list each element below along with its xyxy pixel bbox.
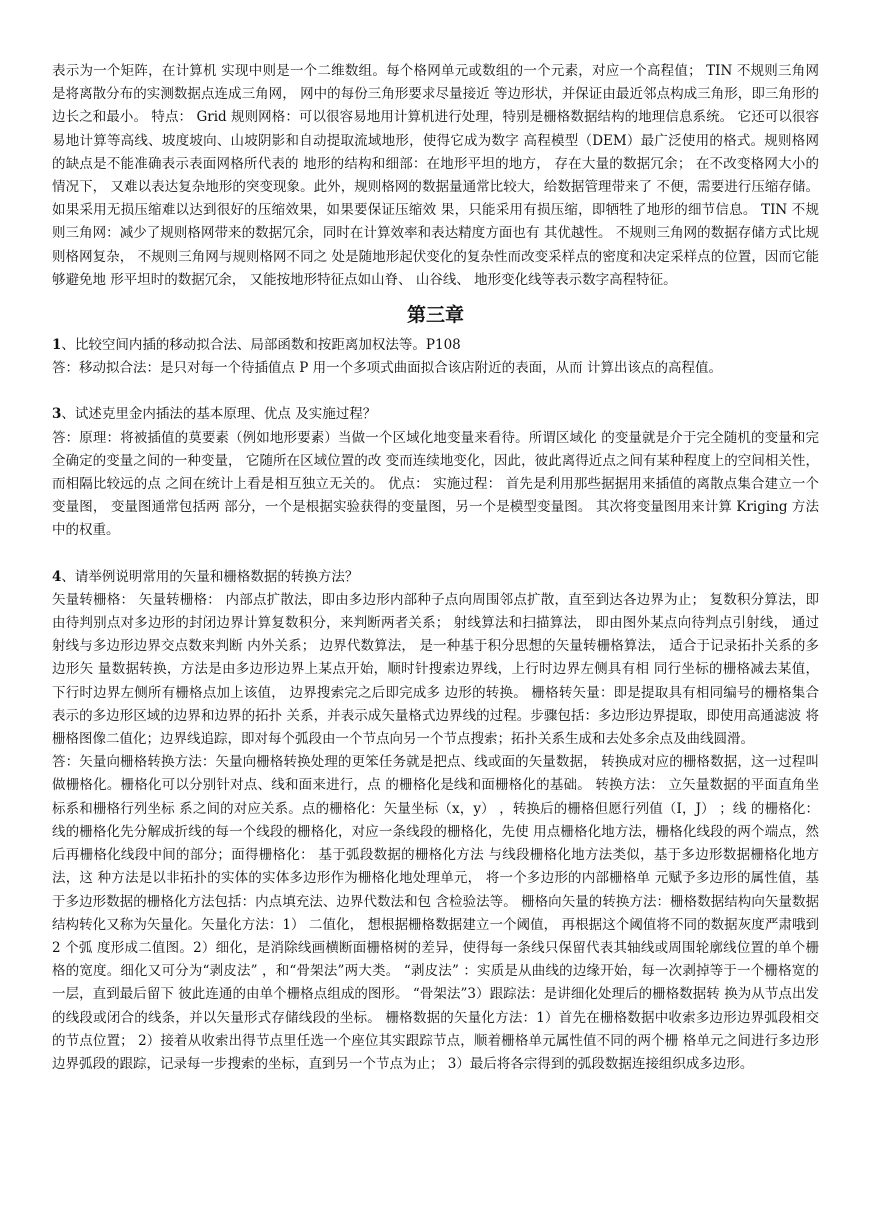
- answer-1: 答：移动拟合法：是只对每一个待插值点 P 用一个多项式曲面拟合该店附近的表面，从而 计算出该点的高程值。: [52, 360, 722, 377]
- question-4-number: 4: [52, 568, 62, 585]
- question-1: [52, 334, 819, 357]
- question-3: [52, 403, 819, 426]
- question-1-text: 、比较空间内插的移动拟合法、局部函数和按距离加权法等。P108: [61, 337, 461, 354]
- spacer: [52, 380, 819, 403]
- answer-4-vector-to-raster: 矢量转栅格： 矢量转栅格： 内部点扩散法，即由多边形内部种子点向周围邻点扩散，直至到达各边界为止； 复数积分算法，即由待判别点对多边形的封闭边界计算复数积分，来判断两者关系； 射线算法和扫描算法， 即由图外某点向待判点引射线， 通过射线与多边形边界交点数来判断 内外关系； 边界代数算法， 是一种基于积分思想的矢量转栅格算法， 适合于记录拓扑关系的多边形矢 量数据转换，方法是由多边形边界上某点开始，顺时针搜索边界线，上行时边界左侧具有相 同行坐标的栅格减去某值， 下行时边界左侧所有栅格点加上该值， 边界搜索完之后即完成多 边形的转换。 栅格转矢量：即是提取具有相同编号的栅格集合表示的多边形区域的边界和边界的拓扑 关系，并表示成矢量格式边界线的过程。步骤包括：多边形边界提取，即使用高通滤波 将栅格图像二值化；边界线追踪，即对每个弧段由一个节点向另一个节点搜索；拓扑关系生成和去处多余点及曲线圆滑。: [52, 591, 819, 748]
- spacer: [52, 543, 819, 566]
- question-3-text: 、试述克里金内插法的基本原理、优点 及实施过程？: [61, 406, 377, 423]
- question-4-text: 、请举例说明常用的矢量和栅格数据的转换方法？: [61, 568, 359, 585]
- question-1-number: 1: [52, 337, 62, 354]
- chapter-heading: 第三章: [406, 304, 464, 327]
- answer-4-raster-methods: 答：矢量向栅格转换方法：矢量向栅格转换处理的更笨任务就是把点、线或面的矢量数据， 转换成对应的栅格数据，这一过程叫做栅格化。栅格化可以分别针对点、线和面来进行，点 的栅格化是线和面栅格化的基础。 转换方法： 立矢量数据的平面直角坐标系和栅格行列坐标 系之间的对应关系。点的栅格化：矢量坐标（x，y） ，转换后的栅格但愿行列值（I，J） ；线 的栅格化：线的栅格化先分解成折线的每一个线段的栅格化，对应一条线段的栅格化，先使 用点栅格化地方法，栅格化线段的两个端点，然后再栅格化线段中间的部分；面得栅格化： 基于弧段数据的栅格化方法 与线段栅格化地方法类似，基于多边形数据栅格化地方法，这 种方法是以非拓扑的实体的实体多边形作为栅格化地处理单元， 将一个多边形的内部栅格单 元赋予多边形的属性值，基于多边形数据的栅格化方法包括：内点填充法、边界代数法和包 含检验法等。 栅格向矢量的转换方法：栅格数据结构向矢量数据结构转化又称为矢量化。矢量化方法：1） 二值化， 想根据栅格数据建立一个阈值， 再根据这个阈值将不同的数据灰度严肃哦到 2 个弧 度形成二值图。2）细化，是消除线画横断面栅格树的差异，使得每一条线只保留代表其轴线或周围轮廓线位置的单个栅格的宽度。细化又可分为“剥皮法” ，和“骨架法”两大类。 “剥皮法” ：实质是从曲线的边缘开始，每一次剥掉等于一个栅格宽的一层，直到最后留下 彼此连通的由单个栅格点组成的图形。 “骨架法”3）跟踪法：是讲细化处理后的栅格数据转 换为从节点出发的线段或闭合的线条，并以矢量形式存储线段的坐标。 栅格数据的矢量化方法：1）首先在栅格数据中收索多边形边界弧段相交的节点位置； 2）接着从收索出得节点里任选一个座位其实跟踪节点，顺着栅格单元属性值不同的两个栅 格单元之间进行多边形边界弧段的跟踪，记录每一步搜索的坐标，直到另一个节点为止； 3）最后将各宗得到的弧段数据连接组织成多边形。: [52, 754, 819, 1072]
- question-3-number: 3: [52, 406, 62, 423]
- answer-3: 答：原理：将被插值的莫要素（例如地形要素）当做一个区域化地变量来看待。所谓区域化 的变量就是介于完全随机的变量和完全确定的变量之间的一种变量， 它随所在区域位置的改 变而连续地变化，因此，彼此离得近点之间有某种程度上的空间相关性，而相隔比较远的点 之间在统计上看是相互独立无关的。 优点： 实施过程： 首先是利用那些据据用来插值的离散点集合建立一个变量图， 变量图通常包括两 部分，一个是根据实验获得的变量图，另一个是模型变量图。 其次将变量图用来计算 Kriging 方法中的权重。: [52, 429, 819, 539]
- intro-paragraph: 表示为一个矩阵，在计算机 实现中则是一个二维数组。每个格网单元或数组的一个元素，对应一个高程值； TIN 不规则三角网是将离散分布的实测数据点连成三角网， 网中的每份三角形要求尽量接近 等边形状，并保证由最近邻点构成三角形，即三角形的边长之和最小。 特点： Grid 规则网格：可以很容易地用计算机进行处理，特别是栅格数据结构的地理信息系统。 它还可以很容易地计算等高线、坡度坡向、山坡阴影和自动提取流域地形，使得它成为数字 高程模型（DEM）最广泛使用的格式。规则格网的缺点是不能准确表示表面网格所代表的 地形的结构和细部：在地形平坦的地方， 存在大量的数据冗余； 在不改变格网大小的情况下， 又难以表达复杂地形的突变现象。此外，规则格网的数据量通常比较大，给数据管理带来了 不便，需要进行压缩存储。如果采用无损压缩难以达到很好的压缩效果，如果要保证压缩效 果，只能采用有损压缩，即牺牲了地形的细节信息。 TIN 不规则三角网：减少了规则格网带来的数据冗余，同时在计算效率和表达精度方面也有 其优越性。 不规则三角网的数据存储方式比规则格网复杂， 不规则三角网与规则格网不同之 处是随地形起伏变化的复杂性而改变采样点的密度和决定采样点的位置，因而它能够避免地 形平坦时的数据冗余， 又能按地形特征点如山脊、 山谷线、 地形变化线等表示数字高程特征。: [52, 63, 819, 288]
- question-4: [52, 566, 819, 589]
